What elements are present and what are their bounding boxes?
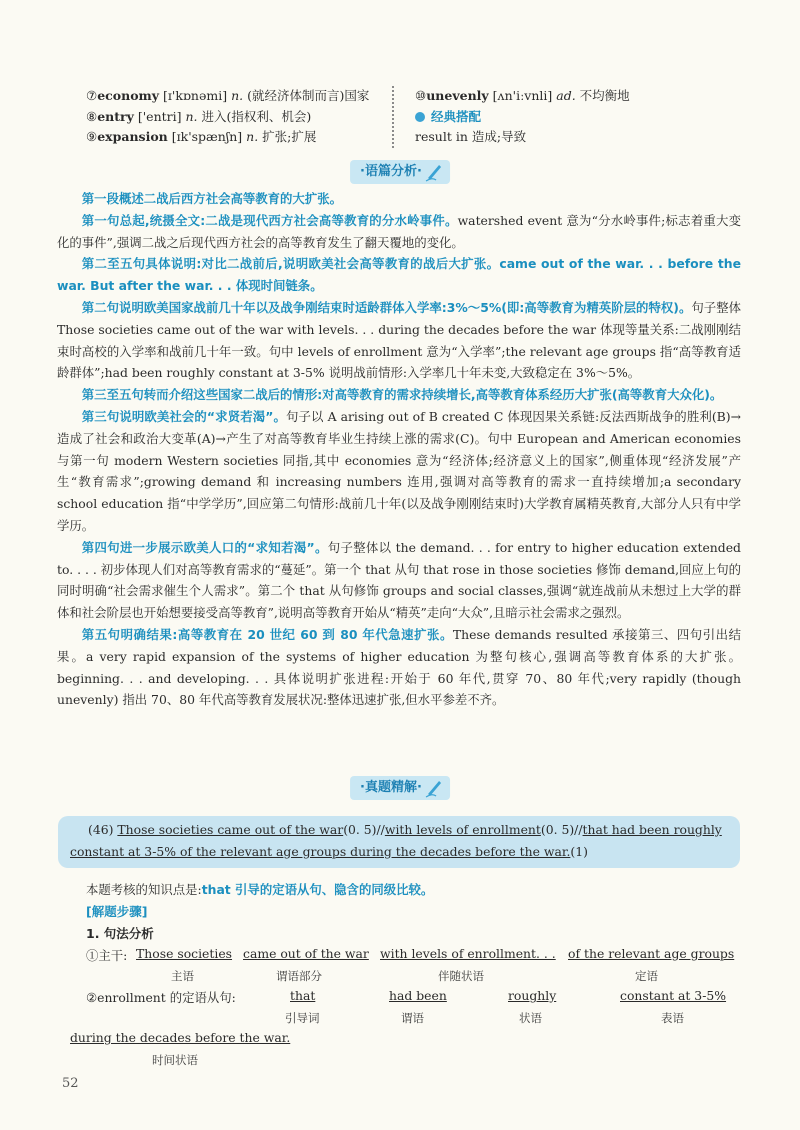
- analysis-paragraph: 第一句总起,统摄全文:二战是现代西方社会高等教育的分水岭事件。watershed event 意为“分水岭事件;标志着重大变化的事件”,强调二战之后现代西方社会的高等教育发生了翻天覆地的变化。: [57, 212, 741, 250]
- collocation-heading: 经典搭配: [415, 107, 745, 128]
- role-label: 表语: [661, 1011, 684, 1025]
- main-clause-label: ①主干:: [86, 948, 128, 963]
- vocab-item: ⑩unevenly [ʌn'iːvnli] ad. 不均衡地: [415, 88, 630, 103]
- analysis-paragraph: 第二句说明欧美国家战前几十年以及战争刚结束时适龄群体入学率:3%～5%(即:高等教育为精英阶层的特权)。句子整体 Those societies came out of the war with levels. . . during the decades before the war 体现等量关系:二战刚刚结束时高校的入学率和战前几十年一致。句中 levels of enrollment 意为“入学率”;the relevant age groups 指“高等教育适龄群体”;had been roughly constant at 3-5% 说明战前情形:入学率几十年未变,大致稳定在 3%～5%。: [57, 299, 742, 381]
- section-banner-analysis: ·语篇分析·: [350, 160, 450, 184]
- vocab-item: ⑨expansion [ɪk'spænʃn] n. 扩张;扩展: [86, 129, 317, 144]
- vocab-item: ⑦economy [ɪ'kɒnəmi] n. (就经济体制而言)国家: [86, 88, 370, 103]
- analysis-paragraph: 第三句说明欧美社会的“求贤若渴”。句子以 A arising out of B created C 体现因果关系链:反法西斯战争的胜利(B)→造成了社会和政治大变革(A)→产生了对高等教育毕业生持续上涨的需求(C)。句中 European and American economies 与第一句 modern Western societies 同指,其中 economies 意为“经济体;经济意义上的国家”,侧重体现“经济发展”产生“教育需求”;growing demand 和 increasing numbers 连用,强调对高等教育的需求一直持续增加;a secondary school education 指“中学学历”,回应第二句情形:战前几十年(以及战争刚刚结束时)大学教育属精英教育,大部分人只有中学学历。: [57, 408, 742, 533]
- page-number: 52: [62, 1076, 79, 1091]
- section-banner-solution: ·真题精解·: [350, 776, 450, 800]
- answer-part: with levels of enrollment: [384, 822, 541, 837]
- collocation-item: result in 造成;导致: [415, 129, 527, 144]
- clause-complement: constant at 3-5%: [620, 988, 727, 1003]
- analysis-paragraph: 第二至五句具体说明:对比二战前后,说明欧美社会高等教育的战后大扩张。came out of the war. . . before the war. But after the war. . . 体现时间链条。: [57, 256, 741, 294]
- analysis-paragraph: 第一段概述二战后西方社会高等教育的大扩张。: [81, 191, 342, 206]
- knowledge-points: 本题考核的知识点是:that 引导的定语从句、隐含的同级比较。: [86, 882, 434, 897]
- role-label: 伴随状语: [438, 969, 484, 983]
- role-label: 引导词: [285, 1011, 320, 1025]
- vocab-item: ⑧entry ['entri] n. 进入(指权利、机会): [86, 108, 312, 124]
- syntax-analysis-heading: 1. 句法分析: [86, 926, 154, 941]
- subject: Those societies: [136, 946, 233, 961]
- discourse-analysis: [57, 188, 741, 711]
- analysis-paragraph: 第三至五句转而介绍这些国家二战后的情形:对高等教育的需求持续增长,高等教育体系经历大扩张(高等教育大众化)。: [81, 387, 723, 403]
- answer-part: Those societies came out of the war: [117, 822, 344, 837]
- role-label: 主语: [171, 969, 194, 983]
- answer-part: that had been roughly constant at 3-5% of the relevant age groups during the decades before the war.: [70, 822, 722, 859]
- column-divider: [392, 86, 404, 148]
- role-label: 谓语: [401, 1011, 424, 1025]
- clause-adverb: roughly: [508, 988, 557, 1003]
- role-label: 定语: [635, 969, 658, 983]
- analysis-paragraph: 第四句进一步展示欧美人口的“求知若渴”。句子整体以 the demand. . . for entry to higher education extended to. . . . 初步体现人们对高等教育需求的“蔓延”。第一个 that 从句 that rose in those societies 修饰 demand,回应上句的同时明确“社会需求催生个人需求”。第二个 that 从句修饰 groups and social classes,强调“就连战前从未想过上大学的群体和社会阶层也开始想要接受高等教育”,说明高等教育开始从“精英”走向“大众”,且暗示社会需求之强烈。: [57, 539, 741, 621]
- clause-verb: had been: [389, 988, 447, 1003]
- pen-icon: [424, 778, 444, 798]
- clause-label: ②enrollment 的定语从句:: [86, 990, 236, 1005]
- role-label: 状语: [519, 1011, 542, 1025]
- attributive: of the relevant age groups: [568, 946, 735, 961]
- relative-word: that: [290, 988, 316, 1003]
- role-label: 时间状语: [152, 1053, 198, 1067]
- steps-heading: [解题步骤]: [86, 904, 148, 919]
- answer-box: (46) Those societies came out of the war(0. 5)//with levels of enrollment(0. 5)//that had been roughly constant at 3-5% of the relevant age groups during the decades before the war.(1): [58, 816, 740, 868]
- predicate: came out of the war: [243, 946, 369, 961]
- bullet-dot-icon: [415, 112, 425, 122]
- vocab-list-left: [86, 86, 386, 148]
- adverbial: with levels of enrollment. . .: [380, 946, 556, 961]
- pen-icon: [424, 162, 444, 182]
- vocab-list-right: [415, 86, 745, 148]
- time-adverbial: during the decades before the war.: [70, 1030, 291, 1045]
- analysis-paragraph: 第五句明确结果:高等教育在 20 世纪 60 到 80 年代急速扩张。These demands resulted 承接第三、四句引出结果。a very rapid expansion of the systems of higher education 为整句核心,强调高等教育体系的大扩张。beginning. . . and developing. . . 具体说明扩张进程:开始于 60 年代,贯穿 70、80 年代;very rapidly (though unevenly) 指出 70、80 年代高等教育发展状况:整体迅速扩张,但水平参差不齐。: [57, 626, 741, 708]
- role-label: 谓语部分: [276, 969, 322, 983]
